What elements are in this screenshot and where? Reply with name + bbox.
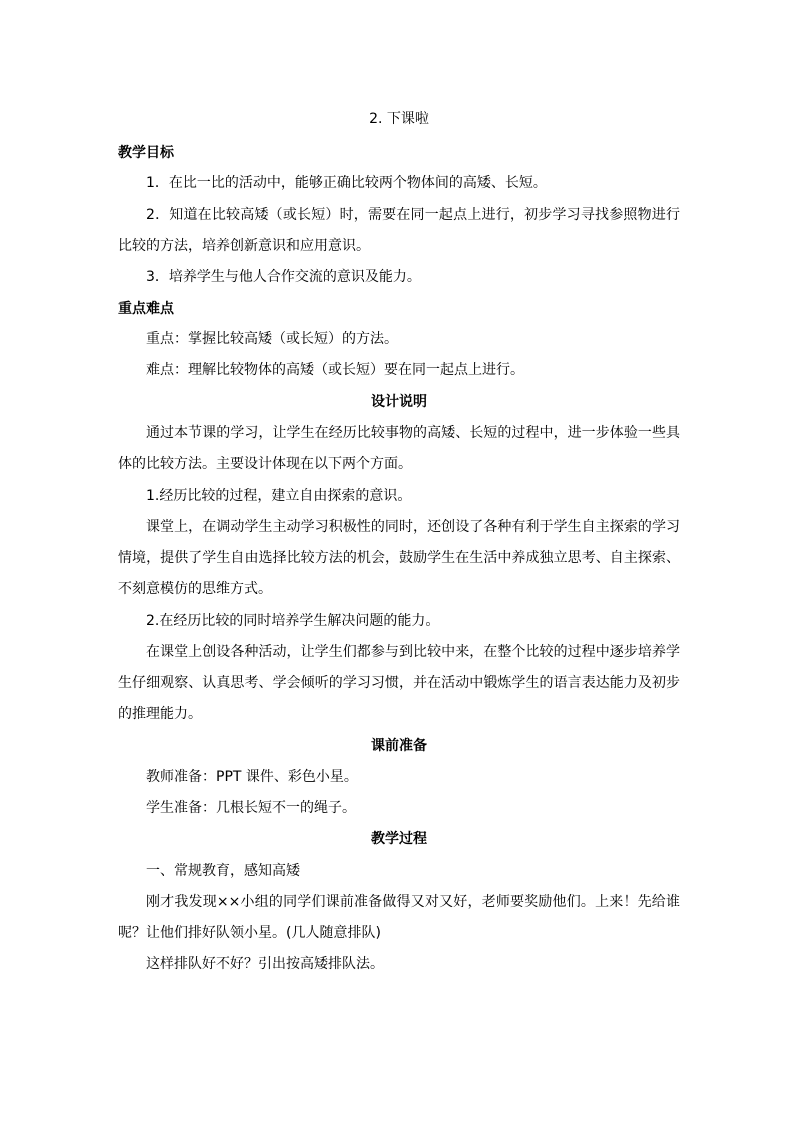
process-paragraph-1-line-2: 呢？让他们排好队领小星。(几人随意排队) bbox=[118, 925, 381, 941]
objective-item-2-line-2: 比较的方法，培养创新意识和应用意识。 bbox=[118, 238, 370, 254]
preparation-heading: 课前准备 bbox=[371, 738, 427, 754]
objective-item-2-line-1: 2．知道在比较高矮（或长短）时，需要在同一起点上进行，初步学习寻找参照物进行 bbox=[146, 207, 680, 223]
design-intro-line-1: 通过本节课的学习，让学生在经历比较事物的高矮、长短的过程中，进一步体验一些具 bbox=[146, 425, 680, 441]
process-heading: 教学过程 bbox=[371, 831, 427, 847]
design-point-2-line-2: 生仔细观察、认真思考、学会倾听的学习习惯，并在活动中锻炼学生的语言表达能力及初步 bbox=[118, 675, 680, 691]
design-intro-line-2: 体的比较方法。主要设计体现在以下两个方面。 bbox=[118, 456, 412, 472]
difficulty-point: 难点：理解比较物体的高矮（或长短）要在同一起点上进行。 bbox=[146, 362, 524, 378]
design-point-2-line-1: 在课堂上创设各种活动，让学生们都参与到比较中来，在整个比较的过程中逐步培养学 bbox=[146, 644, 680, 660]
design-point-1-line-1: 课堂上，在调动学生主动学习积极性的同时，还创设了各种有利于学生自主探索的学习 bbox=[146, 519, 680, 535]
teacher-preparation: 教师准备：PPT 课件、彩色小星。 bbox=[146, 769, 358, 785]
design-point-1-title: 1.经历比较的过程，建立自由探索的意识。 bbox=[146, 488, 412, 504]
objective-item-3: 3．培养学生与他人合作交流的意识及能力。 bbox=[146, 269, 421, 285]
process-section-1: 一、常规教育，感知高矮 bbox=[146, 863, 300, 879]
design-heading: 设计说明 bbox=[371, 394, 427, 410]
key-points-heading: 重点难点 bbox=[118, 301, 174, 317]
key-point: 重点：掌握比较高矮（或长短）的方法。 bbox=[146, 331, 398, 347]
objectives-heading: 教学目标 bbox=[118, 145, 174, 161]
document-title: 2. 下课啦 bbox=[369, 111, 429, 127]
objective-item-1: 1．在比一比的活动中，能够正确比较两个物体间的高矮、长短。 bbox=[146, 175, 547, 191]
design-point-2-line-3: 的推理能力。 bbox=[118, 706, 202, 722]
design-point-2-title: 2.在经历比较的同时培养学生解决问题的能力。 bbox=[146, 613, 440, 629]
process-paragraph-2: 这样排队好不好？引出按高矮排队法。 bbox=[146, 956, 384, 972]
design-point-1-line-3: 不刻意模仿的思维方式。 bbox=[118, 581, 272, 597]
process-paragraph-1-line-1: 刚才我发现××小组的同学们课前准备做得又对又好，老师要奖励他们。上来！先给谁 bbox=[146, 894, 680, 910]
design-point-1-line-2: 情境，提供了学生自由选择比较方法的机会，鼓励学生在生活中养成独立思考、自主探索、 bbox=[118, 550, 680, 566]
student-preparation: 学生准备：几根长短不一的绳子。 bbox=[146, 800, 356, 816]
